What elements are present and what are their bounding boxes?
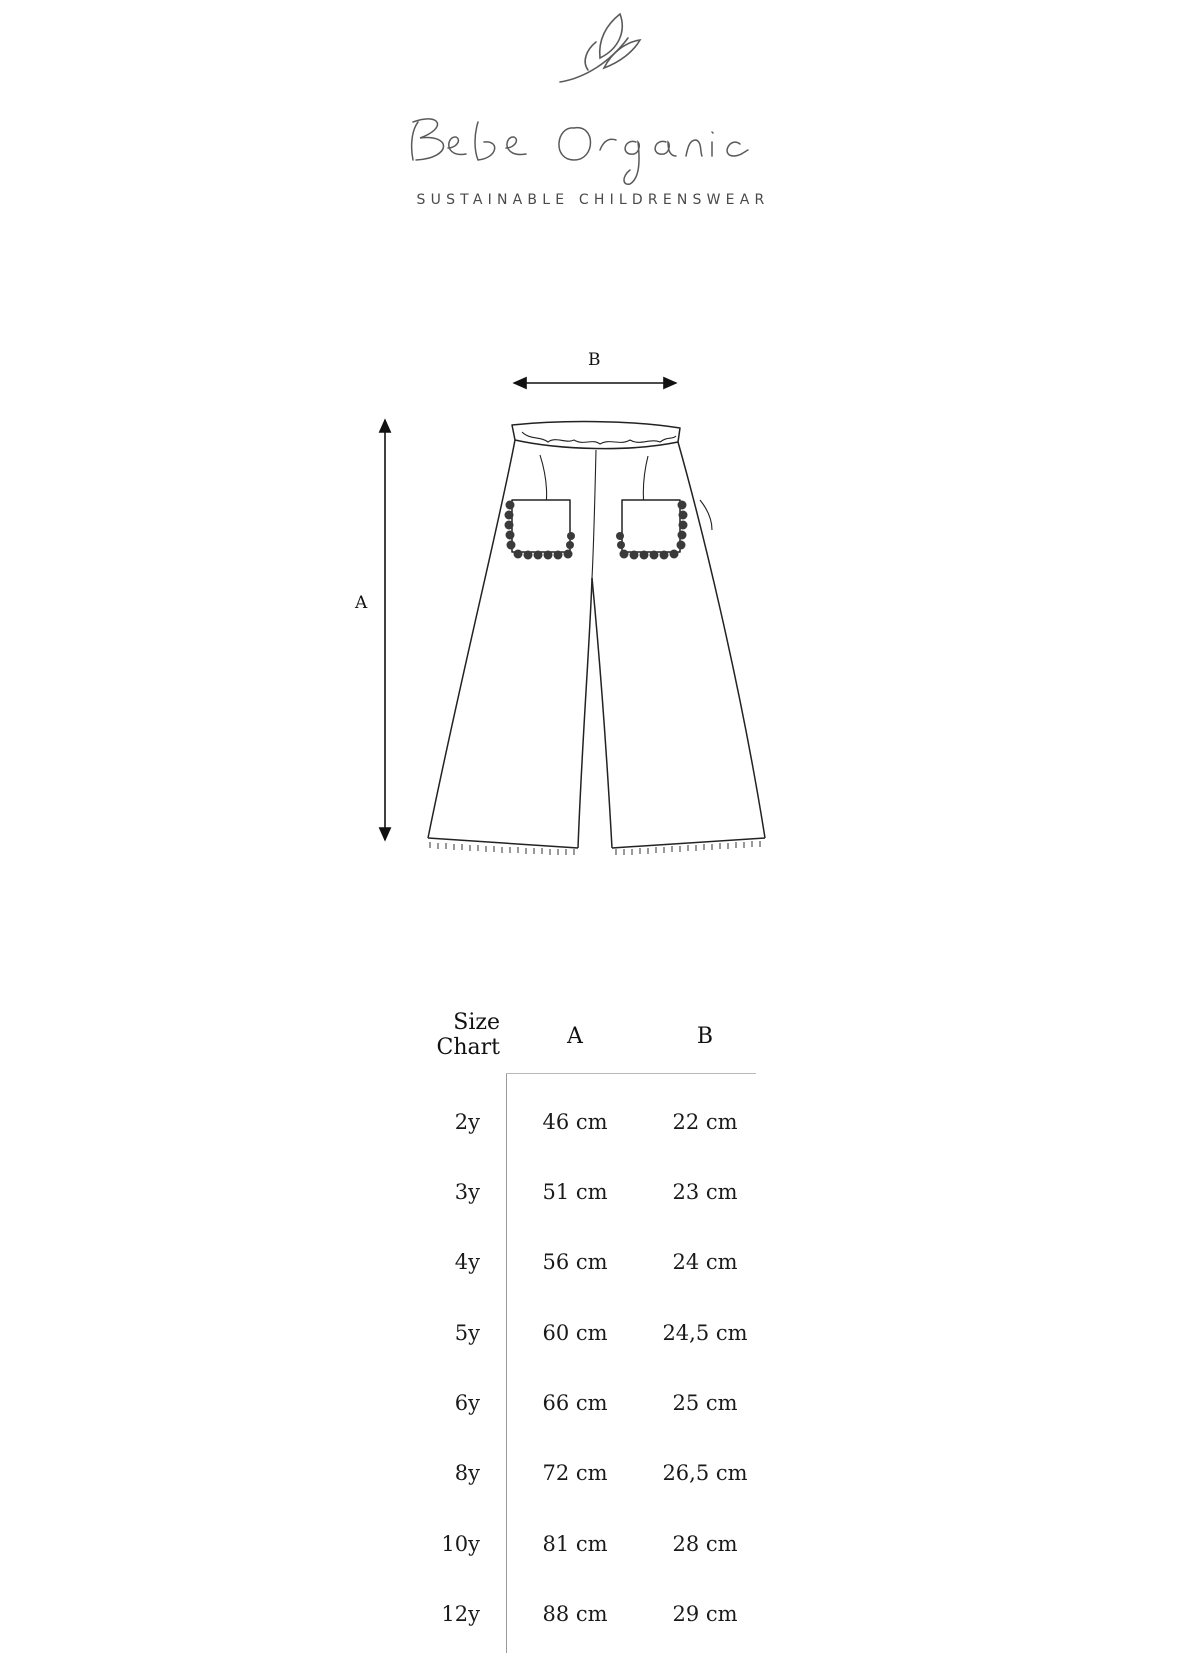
table-row [0, 1391, 1186, 1431]
table-row [0, 1532, 1186, 1572]
brand-wordmark [412, 119, 748, 184]
size-cell: 4y [454, 1250, 480, 1274]
column-header-a: A [567, 1024, 583, 1049]
measure-b-cell: 24 cm [672, 1250, 738, 1274]
size-chart-header [410, 1010, 500, 1060]
size-cell: 5y [454, 1321, 480, 1345]
measure-a-cell: 56 cm [542, 1250, 608, 1274]
measure-a-label: A [355, 593, 368, 613]
size-cell: 8y [454, 1461, 480, 1485]
table-row [0, 1321, 1186, 1361]
size-cell: 10y [441, 1532, 480, 1556]
size-chart-table [0, 1010, 1186, 1660]
measure-a-cell: 60 cm [542, 1321, 608, 1345]
measure-b-cell: 22 cm [672, 1110, 738, 1134]
size-chart-header-line2: Chart [436, 1035, 500, 1060]
measure-b-cell: 25 cm [672, 1391, 738, 1415]
brand-tagline: SUSTAINABLE CHILDRENSWEAR [416, 192, 770, 208]
size-chart-header-line1: Size [453, 1010, 500, 1035]
measure-a-cell: 88 cm [542, 1602, 608, 1626]
size-cell: 12y [441, 1602, 480, 1626]
measure-b-label: B [588, 350, 601, 370]
size-cell: 2y [454, 1110, 480, 1134]
table-row [0, 1602, 1186, 1642]
measure-a-cell: 51 cm [542, 1180, 608, 1204]
table-row [0, 1180, 1186, 1220]
leaf-sprig-icon [560, 14, 640, 82]
measure-a-cell: 66 cm [542, 1391, 608, 1415]
measure-b-cell: 23 cm [672, 1180, 738, 1204]
table-header-divider [506, 1073, 756, 1074]
measure-a-cell: 81 cm [542, 1532, 608, 1556]
measure-b-cell: 28 cm [672, 1532, 738, 1556]
hem-fringe [430, 841, 760, 855]
table-row [0, 1461, 1186, 1501]
table-row [0, 1110, 1186, 1150]
measure-b-cell: 26,5 cm [662, 1461, 748, 1485]
size-cell: 3y [454, 1180, 480, 1204]
measure-a-cell: 72 cm [542, 1461, 608, 1485]
measure-a-cell: 46 cm [542, 1110, 608, 1134]
size-cell: 6y [454, 1391, 480, 1415]
measure-b-cell: 29 cm [672, 1602, 738, 1626]
column-header-b: B [696, 1024, 714, 1049]
table-row [0, 1250, 1186, 1290]
measure-b-cell: 24,5 cm [662, 1321, 748, 1345]
trousers-outline [428, 422, 765, 848]
trousers-technical-drawing [0, 330, 1186, 890]
